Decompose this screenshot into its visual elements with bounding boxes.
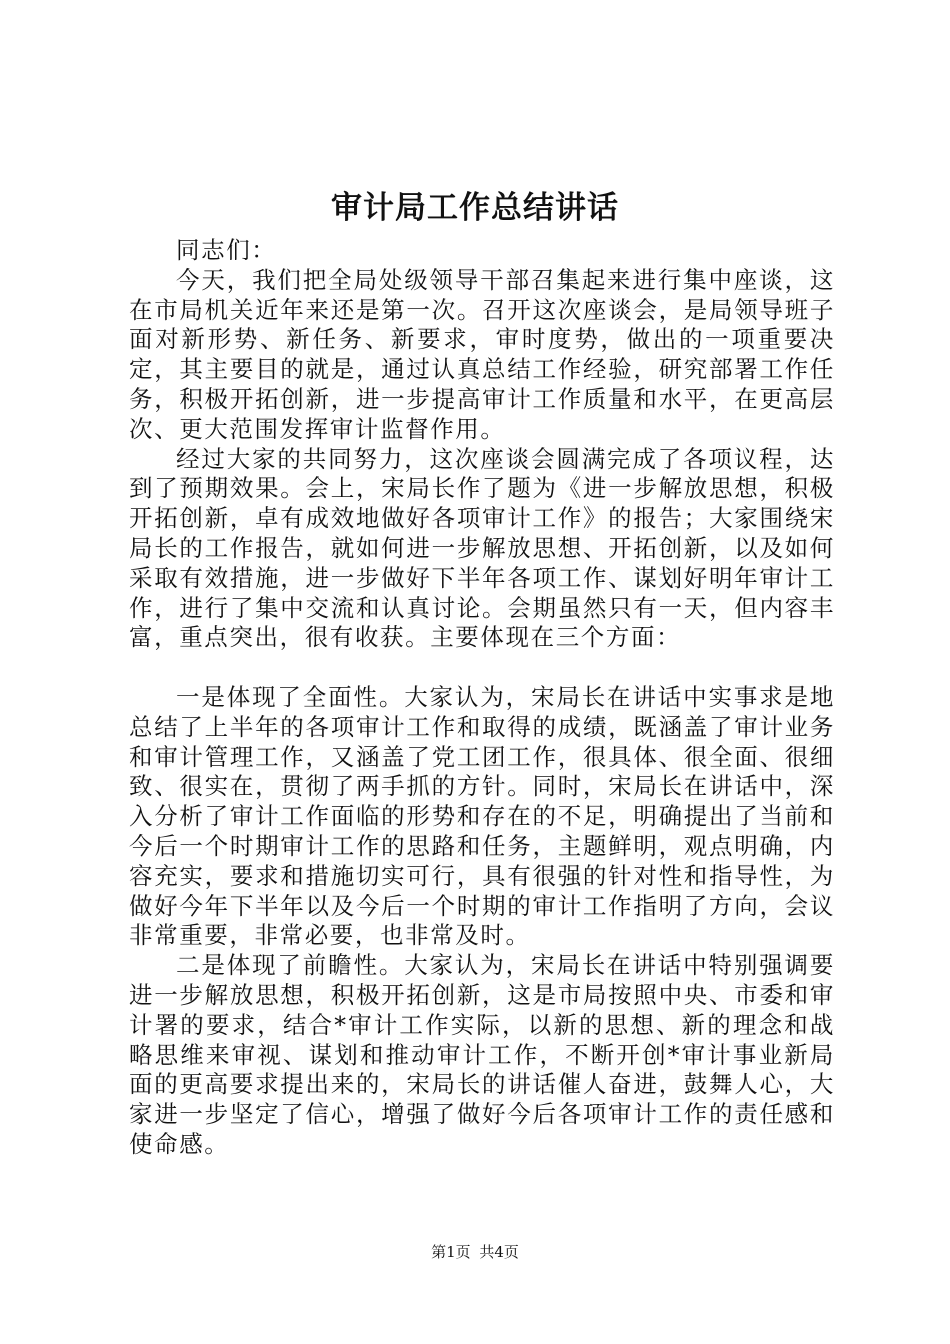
paragraph-point-two: 二是体现了前瞻性。大家认为，宋局长在讲话中特别强调要进一步解放思想，积极开拓创新，这是市局按照中央、市委和审计署的要求，结合*审计工作实际，以新的思想、新的理念和战略思维来审视、谋划和推动审计工作，不断开创*审计事业新局面的更高要求提出来的，宋局长的讲话催人奋进，鼓舞人心，大家进一步坚定了信心，增强了做好今后各项审计工作的责任感和使命感。 xyxy=(129,951,835,1158)
salutation: 同志们： xyxy=(176,236,277,264)
document-title: 审计局工作总结讲话 xyxy=(331,190,619,226)
paragraph-point-one: 一是体现了全面性。大家认为，宋局长在讲话中实事求是地总结了上半年的各项审计工作和取得的成绩，既涵盖了审计业务和审计管理工作，又涵盖了党工团工作，很具体、很全面、很细致、很实在，贯彻了两手抓的方针。同时，宋局长在讲话中，深入分析了审计工作面临的形势和存在的不足，明确提出了当前和今后一个时期审计工作的思路和任务，主题鲜明，观点明确，内容充实，要求和措施切实可行，具有很强的针对性和指导性，为做好今年下半年以及今后一个时期的审计工作指明了方向，会议非常重要，非常必要，也非常及时。 xyxy=(129,682,835,950)
page-footer xyxy=(0,1242,950,1262)
paragraph-meeting-summary: 经过大家的共同努力，这次座谈会圆满完成了各项议程，达到了预期效果。会上，宋局长作了题为《进一步解放思想，积极开拓创新，卓有成效地做好各项审计工作》的报告；大家围绕宋局长的工作报告，就如何进一步解放思想、开拓创新，以及如何采取有效措施，进一步做好下半年各项工作、谋划好明年审计工作，进行了集中交流和认真讨论。会期虽然只有一天，但内容丰富，重点突出，很有收获。主要体现在三个方面： xyxy=(129,444,835,652)
paragraph-intro: 今天，我们把全局处级领导干部召集起来进行集中座谈，这在市局机关近年来还是第一次。召开这次座谈会，是局领导班子面对新形势、新任务、新要求，审时度势，做出的一项重要决定，其主要目的就是，通过认真总结工作经验，研究部署工作任务，积极开拓创新，进一步提高审计工作质量和水平，在更高层次、更大范围发挥审计监督作用。 xyxy=(129,265,835,443)
document-body xyxy=(129,236,835,1160)
page-number: 第1页 xyxy=(431,1243,471,1261)
page-total: 共4页 xyxy=(479,1243,519,1261)
